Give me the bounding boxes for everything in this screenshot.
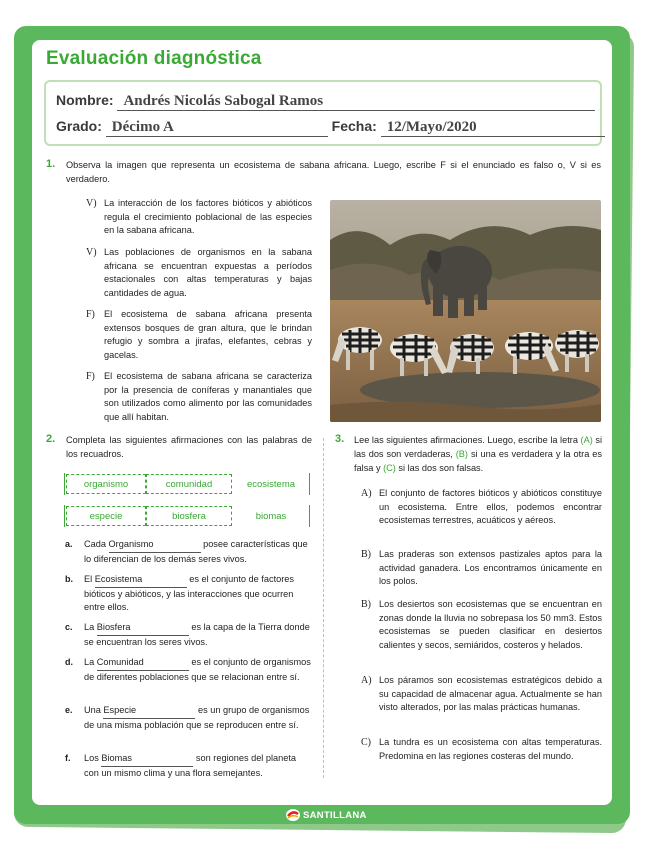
date-field[interactable]: 12/Mayo/2020 bbox=[381, 119, 605, 137]
q1-answer-mark[interactable]: V) bbox=[86, 198, 97, 209]
answer-blank[interactable]: Organismo bbox=[109, 538, 201, 553]
q3-statement: A) El conjunto de factores bióticos y abióticos constituye un ecosistema. Entre ellos, podemos encontrar ecosistemas terrestres, acuáticos y aéreos. bbox=[361, 488, 602, 525]
student-info-box bbox=[44, 80, 602, 146]
answer-blank[interactable]: Comunidad bbox=[97, 656, 189, 671]
fill-item: d. La Comunidad es el conjunto de organismos de diferentes poblaciones que se relacionan entre sí. bbox=[65, 657, 311, 682]
word-bank-item: biomas bbox=[255, 510, 287, 522]
q1-answer-mark[interactable]: F) bbox=[86, 371, 95, 382]
answer-blank[interactable]: Ecosistema bbox=[95, 573, 187, 588]
fill-item: e. Una Especie es un grupo de organismos de una misma población que se reproducen entre sí. bbox=[65, 705, 310, 730]
q3-statement: B) Los desiertos son ecosistemas que se encuentran en zonas donde la lluvia no sobrepasa los 50 mm3. Estos ecosistemas se pueden clasificar en desiertos calientes y secos, semiáridos, costeros y helados. bbox=[361, 599, 602, 650]
q1-statement: F) El ecosistema de sabana africana se caracteriza por la presencia de coníferas y manantiales que son utilizados como alimento por las comunidades que allí habitan. bbox=[86, 371, 312, 422]
q3-answer-mark[interactable]: C) bbox=[361, 737, 371, 748]
fill-item: b. El Ecosistema es el conjunto de factores bióticos y abióticos, y las interacciones que ocurren entre ellos. bbox=[65, 574, 294, 612]
answer-blank[interactable]: Biomas bbox=[101, 752, 193, 767]
footer-brand: SANTILLANA bbox=[303, 809, 367, 821]
q3-statement: A) Los páramos son ecosistemas estratégicos debido a su capacidad de almacenar agua. Actualmente se han visto alterados, por las malas prácticas humanas. bbox=[361, 675, 602, 712]
q1-statement: V) Las poblaciones de organismos en la sabana africana se encuentran expuestas a períodos estacionales con altas temperaturas y bajas cantidades de agua. bbox=[86, 247, 312, 298]
q1-statement: V) La interacción de los factores bióticos y abióticos regula el crecimiento poblacional de las especies en la sabana africana. bbox=[86, 198, 312, 235]
word-bank-item: especie bbox=[66, 506, 146, 526]
letter-b: (B) bbox=[455, 449, 468, 459]
santillana-logo bbox=[285, 808, 367, 822]
letter-c: (C) bbox=[383, 463, 396, 473]
word-bank-item: biosfera bbox=[146, 506, 232, 526]
grade-field[interactable]: Décimo A bbox=[106, 119, 328, 137]
fill-item: a. Cada Organismo posee características que lo diferencian de los demás seres vivos. bbox=[65, 539, 308, 564]
letter-a: (A) bbox=[580, 435, 593, 445]
q2-number: 2. bbox=[46, 433, 56, 445]
q3-answer-mark[interactable]: A) bbox=[361, 675, 372, 686]
column-divider bbox=[323, 438, 324, 778]
q3-statement: B) Las praderas son extensos pastizales aptos para la actividad ganadera. Los encontramos únicamente en los polos. bbox=[361, 549, 602, 586]
q1-answer-mark[interactable]: F) bbox=[86, 309, 95, 320]
q3-answer-mark[interactable]: B) bbox=[361, 549, 371, 560]
page-title: Evaluación diagnóstica bbox=[46, 48, 262, 69]
q3-number: 3. bbox=[335, 433, 345, 445]
grade-label: Grado: bbox=[56, 118, 102, 134]
savanna-photo bbox=[330, 200, 601, 422]
q3-answer-mark[interactable]: A) bbox=[361, 488, 372, 499]
fill-item: f. Los Biomas son regiones del planeta con un mismo clima y una flora semejantes. bbox=[65, 753, 297, 778]
date-label: Fecha: bbox=[331, 118, 377, 134]
santillana-logo-icon bbox=[285, 808, 301, 822]
name-row bbox=[56, 92, 595, 111]
q1-statement: F) El ecosistema de sabana africana presenta extensos bosques de gran altura, que le brindan refugio y sombra a jirafas, elefantes, cebras y gacelas. bbox=[86, 309, 312, 360]
q3-statement: C) La tundra es un ecosistema con altas temperaturas. Predomina en las regiones costeras del mundo. bbox=[361, 737, 602, 761]
name-field[interactable]: Andrés Nicolás Sabogal Ramos bbox=[117, 93, 595, 111]
fill-item: c. La Biosfera es la capa de la Tierra donde se encuentran los seres vivos. bbox=[65, 622, 310, 647]
grade-date-row bbox=[56, 118, 605, 137]
savanna-illustration bbox=[330, 200, 601, 422]
q1-prompt: Observa la imagen que representa un ecosistema de sabana africana. Luego, escribe F si el enunciado es falso o, V si es verdadero. bbox=[66, 160, 601, 184]
word-bank-item: comunidad bbox=[146, 474, 232, 494]
answer-blank[interactable]: Especie bbox=[103, 704, 195, 719]
q3-prompt: Lee las siguientes afirmaciones. Luego, escribe la letra (A) si las dos son verdaderas, (B) si una es verdadera y la otra es falsa y (C) si las dos son falsas. bbox=[354, 435, 603, 473]
q1-answer-mark[interactable]: V) bbox=[86, 247, 97, 258]
word-bank-item: ecosistema bbox=[246, 478, 296, 490]
q1-number: 1. bbox=[46, 158, 56, 170]
answer-blank[interactable]: Biosfera bbox=[97, 621, 189, 636]
name-label: Nombre: bbox=[56, 92, 114, 108]
word-bank-item: organismo bbox=[66, 474, 146, 494]
q2-prompt: Completa las siguientes afirmaciones con las palabras de los recuadros. bbox=[66, 435, 312, 459]
q3-answer-mark[interactable]: B) bbox=[361, 599, 371, 610]
